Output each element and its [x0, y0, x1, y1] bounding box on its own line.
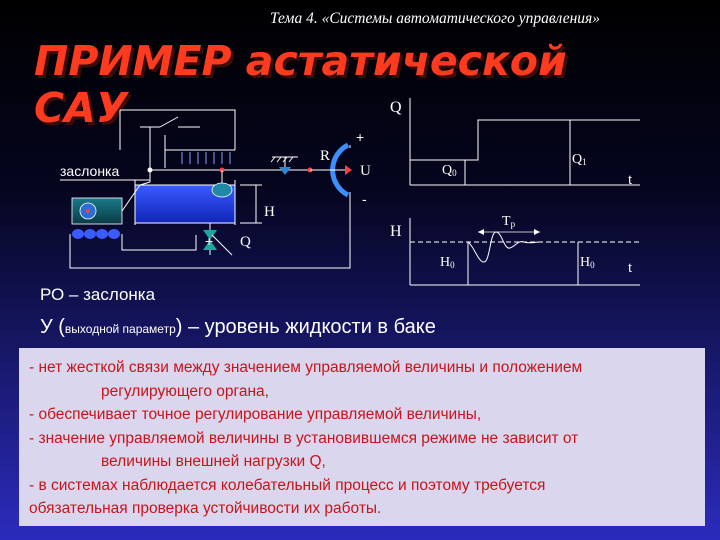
bullet-4: - в системах наблюдается колебательный процесс и поэтому требуется — [29, 476, 546, 494]
properties-panel — [19, 348, 705, 526]
outflow-label: Q — [240, 234, 251, 250]
output-prefix: У ( — [40, 316, 65, 338]
resistor-label: R — [320, 148, 331, 164]
inflow-arrows — [182, 152, 230, 164]
plus-label: + — [356, 129, 365, 145]
valve-plus-label: + — [205, 233, 214, 249]
graph-q1-label: Q1 — [572, 152, 587, 167]
wiring-top — [120, 110, 235, 168]
motor-icon — [72, 198, 122, 239]
graph-q — [390, 98, 640, 188]
topic-header: Тема 4. «Системы автоматического управления» — [270, 10, 600, 27]
bullet-4-cont: обязательная проверка устойчивости их работы. — [29, 500, 382, 517]
graph-h0-left-label: H0 — [440, 255, 455, 270]
regulator-line: РО – заслонка — [40, 285, 156, 304]
output-suffix: ) – уровень жидкости в баке — [175, 316, 436, 338]
graph-q-y-label: Q — [390, 99, 402, 116]
bullet-1: - нет жесткой связи между значением управляемой величины и положением — [29, 359, 583, 376]
voltage-label: U — [360, 163, 371, 179]
bullet-2: - обеспечивает точное регулирование управляемой величины, — [29, 406, 482, 423]
graph-h-x-label: t — [628, 260, 633, 276]
bullet-3: - значение управляемой величины в установившемся режиме не зависит от — [29, 429, 579, 447]
output-param-small: выходной параметр — [64, 322, 176, 336]
graph-h0-right-label: H0 — [580, 255, 595, 270]
graph-h — [390, 214, 640, 285]
slide-title: ПРИМЕР астатической САУ — [34, 37, 567, 132]
output-line — [40, 316, 436, 339]
damper-label: заслонка — [60, 163, 120, 179]
level-label: H — [264, 204, 275, 220]
bullet-3-cont: величины внешней нагрузки Q, — [101, 453, 326, 470]
graph-q-x-label: t — [628, 172, 633, 188]
float-icon — [212, 183, 232, 197]
graph-tr-label: Tр — [502, 214, 516, 229]
graph-q0-label: Q0 — [442, 163, 457, 178]
graph-h-y-label: H — [390, 223, 402, 240]
bullet-1-cont: регулирующего органа, — [101, 382, 269, 400]
minus-label: - — [362, 191, 367, 207]
